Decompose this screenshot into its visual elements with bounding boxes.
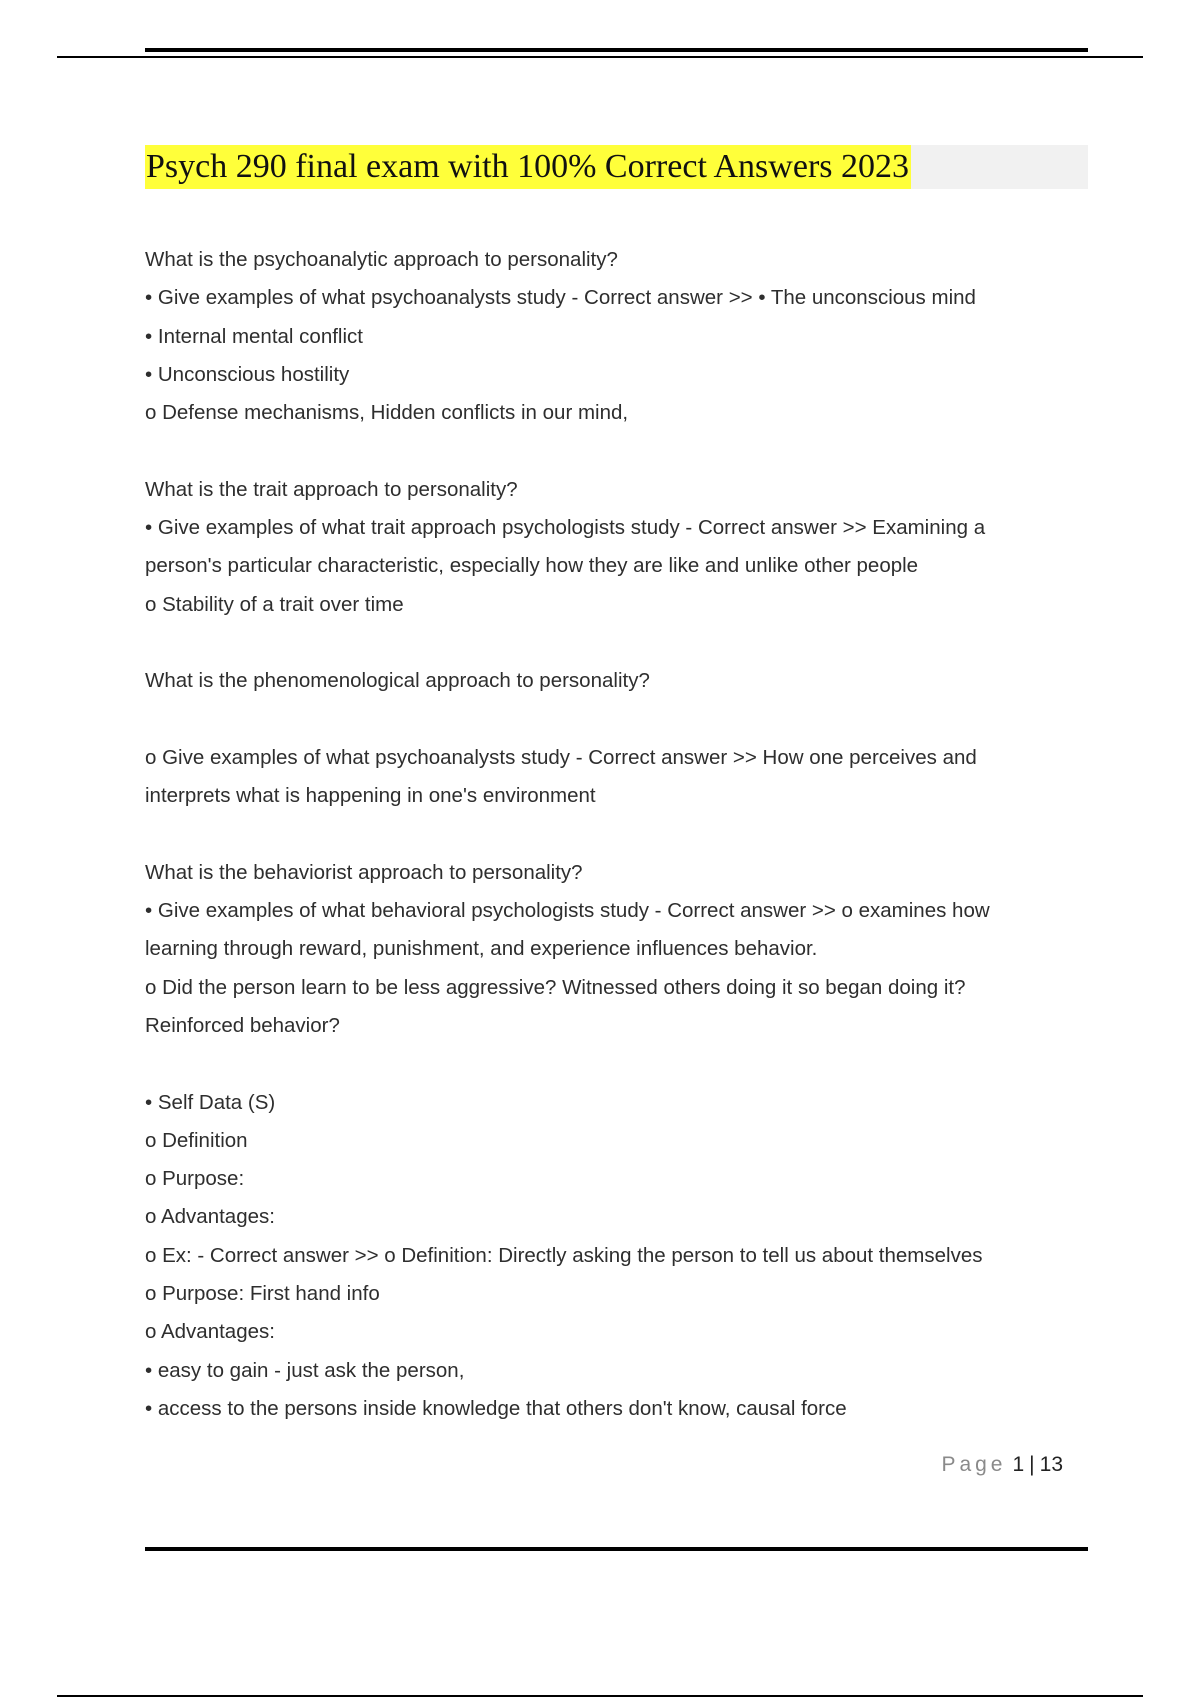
paragraph-gap — [145, 432, 1088, 470]
answer-line: • Give examples of what behavioral psychologists study - Correct answer >> o examines how — [145, 899, 990, 923]
question-line: What is the phenomenological approach to personality? — [145, 669, 650, 693]
paragraph-gap — [145, 1045, 1088, 1083]
page-separator: | — [1029, 1453, 1035, 1476]
question-line: What is the trait approach to personality? — [145, 477, 518, 501]
answer-line: o Stability of a trait over time — [145, 592, 404, 616]
paragraph-gap — [145, 624, 1088, 662]
qa-section-behaviorist — [145, 854, 1088, 1045]
total-pages-number: 13 — [1039, 1453, 1063, 1476]
answer-line: • Internal mental conflict — [145, 324, 363, 348]
page-number-footer — [880, 1453, 1063, 1477]
blank-line — [145, 701, 1088, 739]
answer-line: • access to the persons inside knowledge that others don't know, causal force — [145, 1396, 847, 1420]
header-rule-thin — [57, 56, 1143, 58]
qa-section-trait — [145, 471, 1088, 624]
question-line: o Definition — [145, 1128, 248, 1152]
document-body — [145, 241, 1088, 1428]
page-label: Page — [941, 1453, 1007, 1476]
paragraph-gap — [145, 815, 1088, 853]
answer-line: o Did the person learn to be less aggressive? Witnessed others doing it so began doing it? — [145, 975, 966, 999]
question-line: What is the psychoanalytic approach to personality? — [145, 248, 618, 271]
question-line: o Purpose: — [145, 1167, 245, 1191]
answer-line: learning through reward, punishment, and experience influences behavior. — [145, 937, 818, 961]
answer-line: o Give examples of what psychoanalysts study - Correct answer >> How one perceives and — [145, 745, 977, 769]
question-line: • Self Data (S) — [145, 1090, 276, 1114]
answer-line: person's particular characteristic, especially how they are like and unlike other people — [145, 554, 919, 578]
answer-line: • easy to gain - just ask the person, — [145, 1358, 465, 1382]
document-title: Psych 290 final exam with 100% Correct Answers 2023 — [145, 145, 911, 189]
footer-rule-thin — [57, 1695, 1143, 1697]
answer-line: o Advantages: — [145, 1320, 275, 1344]
answer-line: o Purpose: First hand info — [145, 1282, 380, 1306]
answer-line: • Unconscious hostility — [145, 362, 350, 386]
question-line: What is the behaviorist approach to personality? — [145, 860, 583, 884]
answer-line: • Give examples of what trait approach psychologists study - Correct answer >> Examining a — [145, 516, 986, 540]
question-line: o Advantages: — [145, 1205, 275, 1229]
answer-line: Reinforced behavior? — [145, 1013, 340, 1037]
header-rule-thick — [145, 48, 1088, 52]
footer-rule-thick — [145, 1547, 1088, 1551]
answer-line: o Defense mechanisms, Hidden conflicts in our mind, — [145, 401, 629, 425]
qa-section-self-data — [145, 1084, 1088, 1429]
answer-line: • Give examples of what psychoanalysts study - Correct answer >> • The unconscious mind — [145, 286, 976, 310]
current-page-number: 1 — [1012, 1453, 1025, 1476]
answer-line: o Ex: - Correct answer >> o Definition: Directly asking the person to tell us about themselves — [145, 1243, 983, 1267]
qa-section-psychoanalytic — [145, 241, 1088, 432]
answer-line: interprets what is happening in one's environment — [145, 784, 596, 808]
qa-section-phenomenological — [145, 662, 1088, 815]
